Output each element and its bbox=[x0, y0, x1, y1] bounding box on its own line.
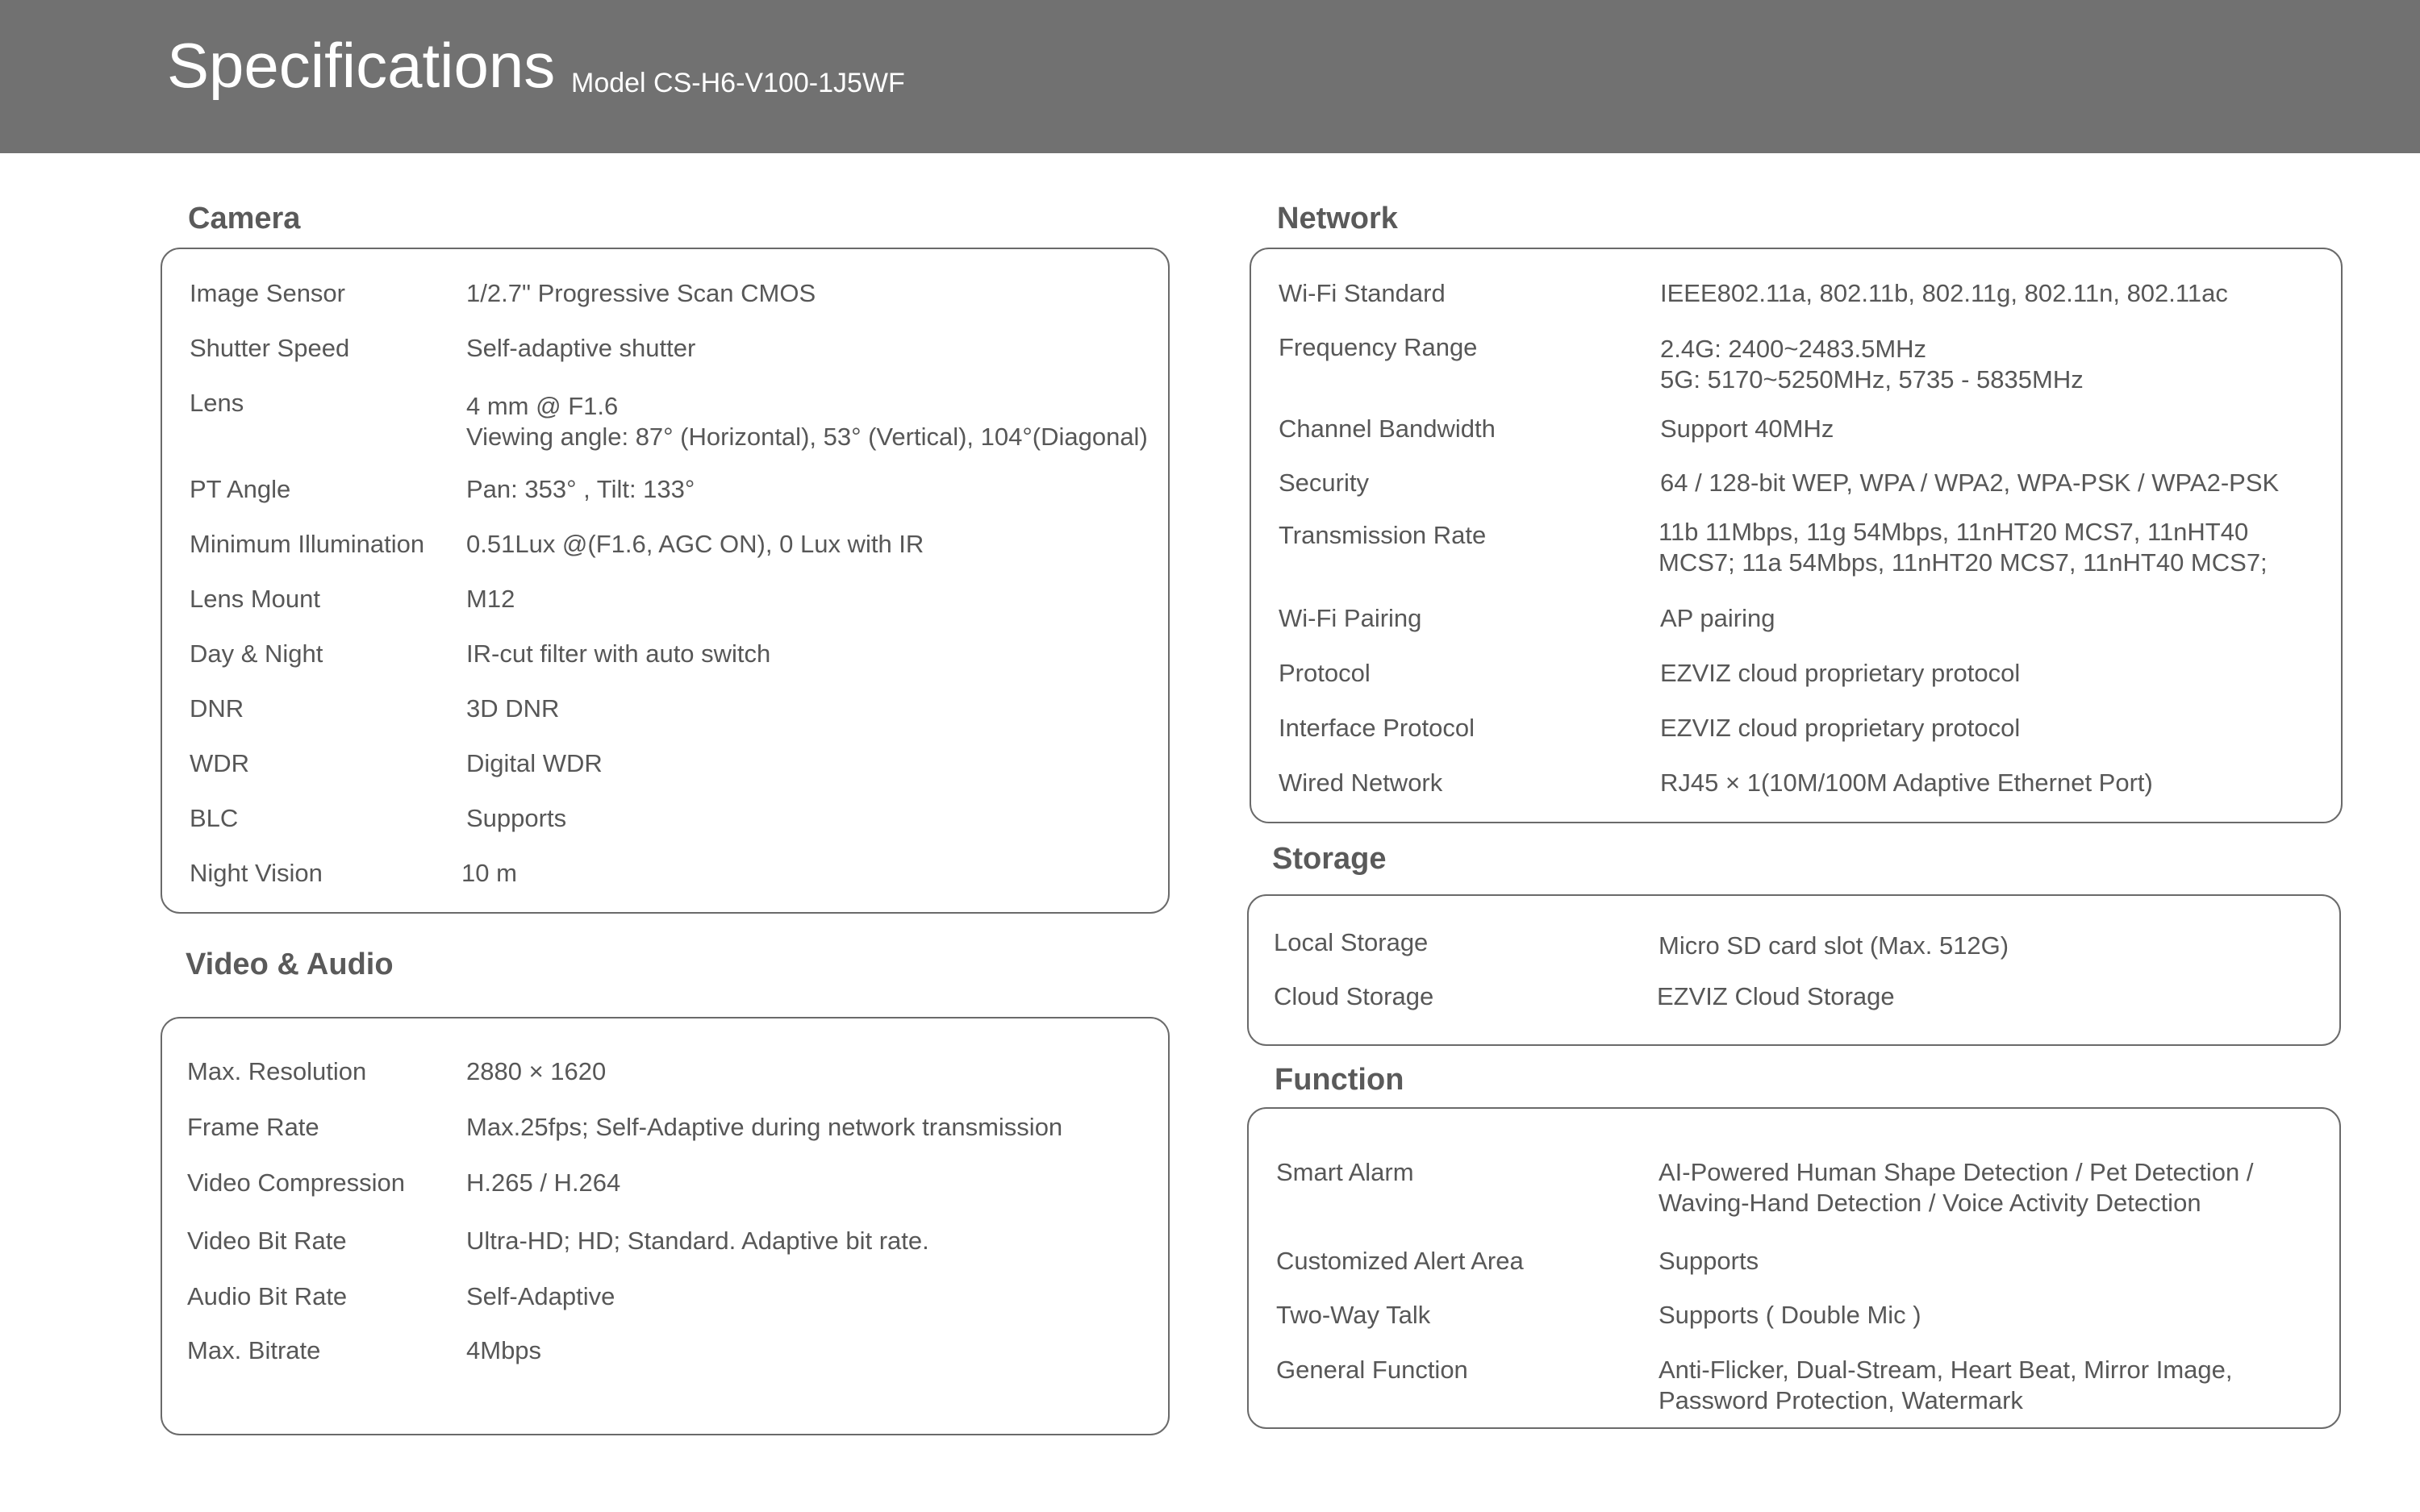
spec-value-line2: Viewing angle: 87° (Horizontal), 53° (Vertical), 104°(Diagonal) bbox=[466, 423, 1148, 451]
page-title: Specifications bbox=[167, 30, 556, 101]
spec-label: Transmission Rate bbox=[1279, 521, 1487, 549]
spec-value: Self-Adaptive bbox=[466, 1282, 615, 1310]
header-bar bbox=[0, 0, 2420, 153]
spec-label: Wired Network bbox=[1279, 768, 1443, 797]
spec-label: Frame Rate bbox=[187, 1113, 319, 1141]
spec-label: Wi-Fi Pairing bbox=[1279, 604, 1422, 632]
spec-label: Audio Bit Rate bbox=[187, 1282, 348, 1310]
spec-value: Anti-Flicker, Dual-Stream, Heart Beat, Mirror Image, bbox=[1659, 1356, 2233, 1384]
spec-label: Wi-Fi Standard bbox=[1279, 279, 1446, 307]
spec-label: General Function bbox=[1276, 1356, 1468, 1384]
spec-value: 2.4G: 2400~2483.5MHz bbox=[1660, 335, 1927, 363]
camera-spec-box bbox=[161, 248, 1170, 914]
spec-label: Video Bit Rate bbox=[187, 1227, 347, 1255]
spec-value-line2: Waving-Hand Detection / Voice Activity Detection bbox=[1659, 1189, 2201, 1217]
spec-label: Security bbox=[1279, 469, 1369, 497]
spec-value: Max.25fps; Self-Adaptive during network transmission bbox=[466, 1113, 1063, 1141]
spec-label: Interface Protocol bbox=[1279, 714, 1475, 742]
spec-label: Image Sensor bbox=[190, 279, 345, 307]
spec-value: 0.51Lux @(F1.6, AGC ON), 0 Lux with IR bbox=[466, 530, 924, 558]
spec-value: 1/2.7" Progressive Scan CMOS bbox=[466, 279, 816, 307]
spec-value: 11b 11Mbps, 11g 54Mbps, 11nHT20 MCS7, 11nHT40 bbox=[1659, 518, 2249, 546]
spec-value: AI-Powered Human Shape Detection / Pet Detection / bbox=[1659, 1158, 2254, 1186]
spec-value: EZVIZ cloud proprietary protocol bbox=[1660, 659, 2021, 687]
section-title-camera: Camera bbox=[188, 202, 301, 235]
spec-label: Max. Resolution bbox=[187, 1057, 367, 1085]
section-title-storage: Storage bbox=[1272, 842, 1387, 876]
spec-value: IR-cut filter with auto switch bbox=[466, 639, 771, 668]
spec-value-line2: Password Protection, Watermark bbox=[1659, 1386, 2023, 1414]
video-audio-spec-box bbox=[161, 1017, 1170, 1435]
spec-label: Local Storage bbox=[1274, 928, 1429, 956]
spec-value: AP pairing bbox=[1660, 604, 1775, 632]
storage-spec-box bbox=[1247, 894, 2341, 1046]
spec-label: DNR bbox=[190, 694, 244, 723]
spec-label: Cloud Storage bbox=[1274, 982, 1434, 1010]
spec-value-line2: 5G: 5170~5250MHz, 5735 - 5835MHz bbox=[1660, 365, 2084, 394]
spec-value: RJ45 × 1(10M/100M Adaptive Ethernet Port) bbox=[1660, 768, 2153, 797]
spec-label: PT Angle bbox=[190, 475, 291, 503]
spec-value-line2: MCS7; 11a 54Mbps, 11nHT20 MCS7, 11nHT40 MCS7; bbox=[1659, 548, 2268, 577]
spec-label: Day & Night bbox=[190, 639, 323, 668]
spec-value: Pan: 353° , Tilt: 133° bbox=[466, 475, 695, 503]
spec-value: 2880 × 1620 bbox=[466, 1057, 607, 1085]
spec-value: Micro SD card slot (Max. 512G) bbox=[1659, 931, 2009, 960]
spec-label: Channel Bandwidth bbox=[1279, 414, 1496, 443]
spec-label: Shutter Speed bbox=[190, 334, 350, 362]
section-title-video-audio: Video & Audio bbox=[186, 948, 394, 981]
spec-value: Supports bbox=[466, 804, 567, 832]
spec-label: Protocol bbox=[1279, 659, 1371, 687]
spec-value: Supports ( Double Mic ) bbox=[1659, 1301, 1921, 1329]
spec-label: Lens Mount bbox=[190, 585, 320, 613]
spec-label: Minimum Illumination bbox=[190, 530, 425, 558]
spec-value: Supports bbox=[1659, 1247, 1759, 1275]
spec-value: 3D DNR bbox=[466, 694, 560, 723]
spec-label: Lens bbox=[190, 389, 244, 417]
spec-value: Self-adaptive shutter bbox=[466, 334, 696, 362]
spec-value: 64 / 128-bit WEP, WPA / WPA2, WPA-PSK / WPA2-PSK bbox=[1660, 469, 2280, 497]
spec-value: 10 m bbox=[461, 859, 517, 887]
spec-label: WDR bbox=[190, 749, 250, 777]
spec-value: Ultra-HD; HD; Standard. Adaptive bit rate. bbox=[466, 1227, 929, 1255]
spec-label: Video Compression bbox=[187, 1168, 405, 1197]
spec-value: M12 bbox=[466, 585, 515, 613]
network-spec-box bbox=[1250, 248, 2343, 823]
spec-label: BLC bbox=[190, 804, 239, 832]
spec-label: Max. Bitrate bbox=[187, 1336, 321, 1364]
spec-label: Night Vision bbox=[190, 859, 323, 887]
spec-label: Frequency Range bbox=[1279, 333, 1478, 361]
section-title-function: Function bbox=[1275, 1063, 1404, 1097]
model-number: Model CS-H6-V100-1J5WF bbox=[571, 68, 905, 98]
spec-label: Customized Alert Area bbox=[1276, 1247, 1524, 1275]
section-title-network: Network bbox=[1277, 202, 1398, 235]
spec-label: Smart Alarm bbox=[1276, 1158, 1414, 1186]
spec-value: 4 mm @ F1.6 bbox=[466, 392, 619, 420]
function-spec-box bbox=[1247, 1107, 2341, 1429]
spec-label: Two-Way Talk bbox=[1276, 1301, 1431, 1329]
spec-value: IEEE802.11a, 802.11b, 802.11g, 802.11n, 802.11ac bbox=[1660, 279, 2228, 307]
spec-value: EZVIZ cloud proprietary protocol bbox=[1660, 714, 2021, 742]
spec-value: EZVIZ Cloud Storage bbox=[1657, 982, 1895, 1010]
spec-value: H.265 / H.264 bbox=[466, 1168, 621, 1197]
spec-value: Support 40MHz bbox=[1660, 414, 1834, 443]
spec-value: 4Mbps bbox=[466, 1336, 542, 1364]
spec-value: Digital WDR bbox=[466, 749, 603, 777]
